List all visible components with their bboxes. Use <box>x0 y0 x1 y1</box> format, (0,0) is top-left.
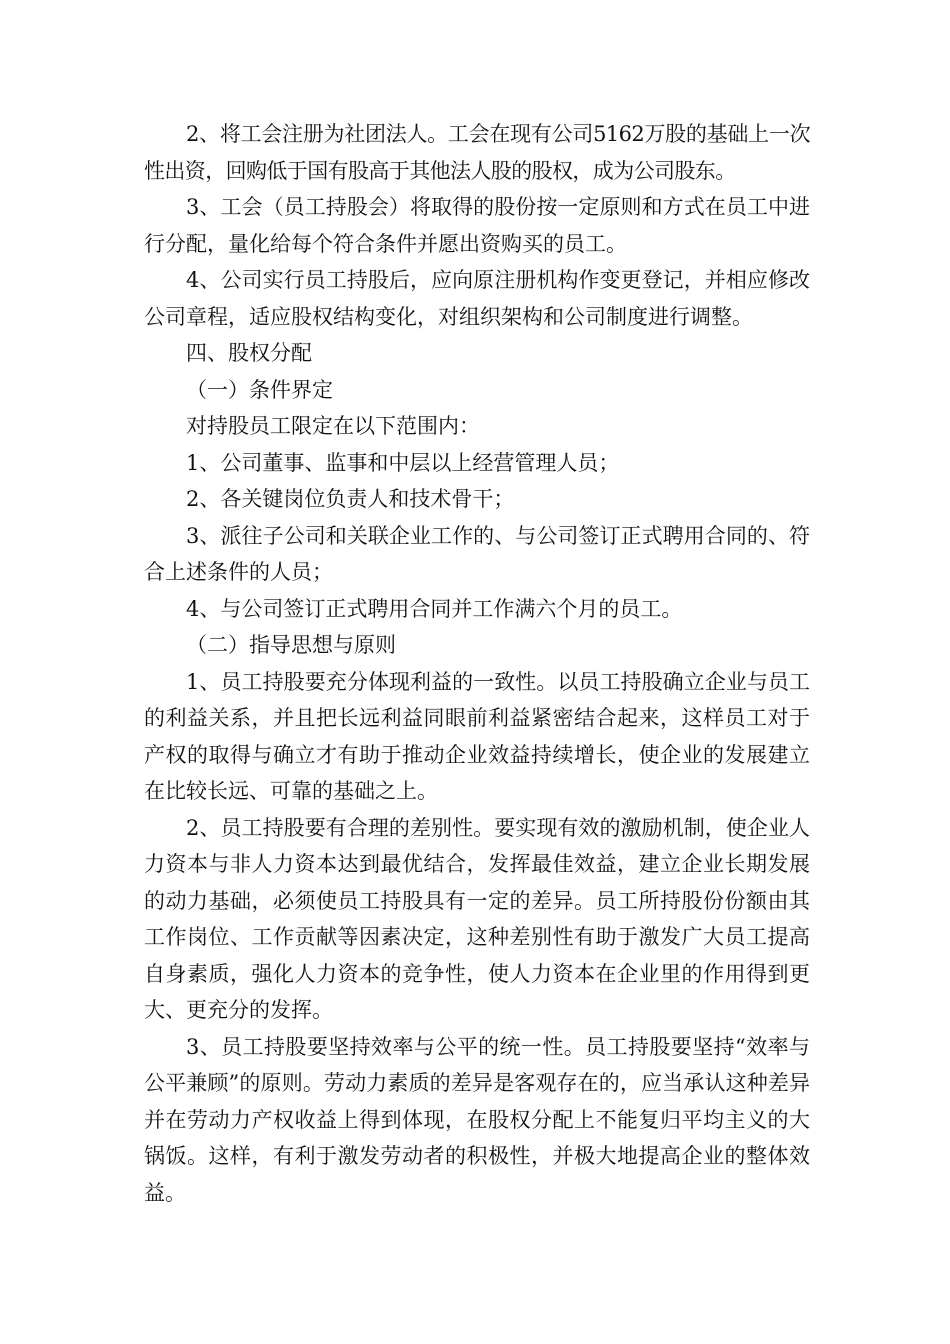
paragraph-registration-change: 4、公司实行员工持股后，应向原注册机构作变更登记，并相应修改公司章程，适应股权结构变化，对组织架构和公司制度进行调整。 <box>144 268 810 329</box>
paragraph-principle-consistency: 1、员工持股要充分体现利益的一致性。以员工持股确立企业与员工的利益关系，并且把长远利益同眼前利益紧密结合起来，这样员工对于产权的取得与确立才有助于推动企业效益持续增长，使企业的发展建立在比较长远、可靠的基础之上。 <box>144 669 810 803</box>
list-item-directors: 1、公司董事、监事和中层以上经营管理人员； <box>186 450 620 475</box>
document-body <box>144 116 810 1211</box>
section-heading-equity-distribution: 四、股权分配 <box>186 341 312 365</box>
list-item-subsidiary-staff: 3、派往子公司和关联企业工作的、与公司签订正式聘用合同的、符合上述条件的人员； <box>144 523 810 584</box>
paragraph-principle-efficiency-fairness: 3、员工持股要坚持效率与公平的统一性。员工持股要坚持“效率与公平兼顾”的原则。劳动力素质的差异是客观存在的，应当承认这种差异并在劳动力产权收益上得到体现，在股权分配上不能复归平均主义的大锅饭。这样，有利于激发劳动者的积极性，并极大地提高企业的整体效益。 <box>144 1034 810 1205</box>
list-item-contract-staff: 4、与公司签订正式聘用合同并工作满六个月的员工。 <box>186 596 683 621</box>
subsection-heading-principles: （二）指导思想与原则 <box>186 633 396 657</box>
paragraph-scope-intro: 对持股员工限定在以下范围内： <box>186 414 480 438</box>
paragraph-principle-differentiation: 2、员工持股要有合理的差别性。要实现有效的激励机制，使企业人力资本与非人力资本达到最优结合，发挥最佳效益，建立企业长期发展的动力基础，必须使员工持股具有一定的差异。员工所持股份份额由其工作岗位、工作贡献等因素决定，这种差别性有助于激发广大员工提高自身素质，强化人力资本的竞争性，使人力资本在企业里的作用得到更大、更充分的发挥。 <box>144 815 810 1022</box>
paragraph-share-distribution: 3、工会（员工持股会）将取得的股份按一定原则和方式在员工中进行分配，量化给每个符合条件并愿出资购买的员工。 <box>144 195 810 256</box>
list-item-key-staff: 2、各关键岗位负责人和技术骨干； <box>186 487 515 511</box>
subsection-heading-conditions: （一）条件界定 <box>186 377 333 402</box>
paragraph-union-registration: 2、将工会注册为社团法人。工会在现有公司5162万股的基础上一次性出资，回购低于国有股高于其他法人股的股权，成为公司股东。 <box>144 122 810 183</box>
